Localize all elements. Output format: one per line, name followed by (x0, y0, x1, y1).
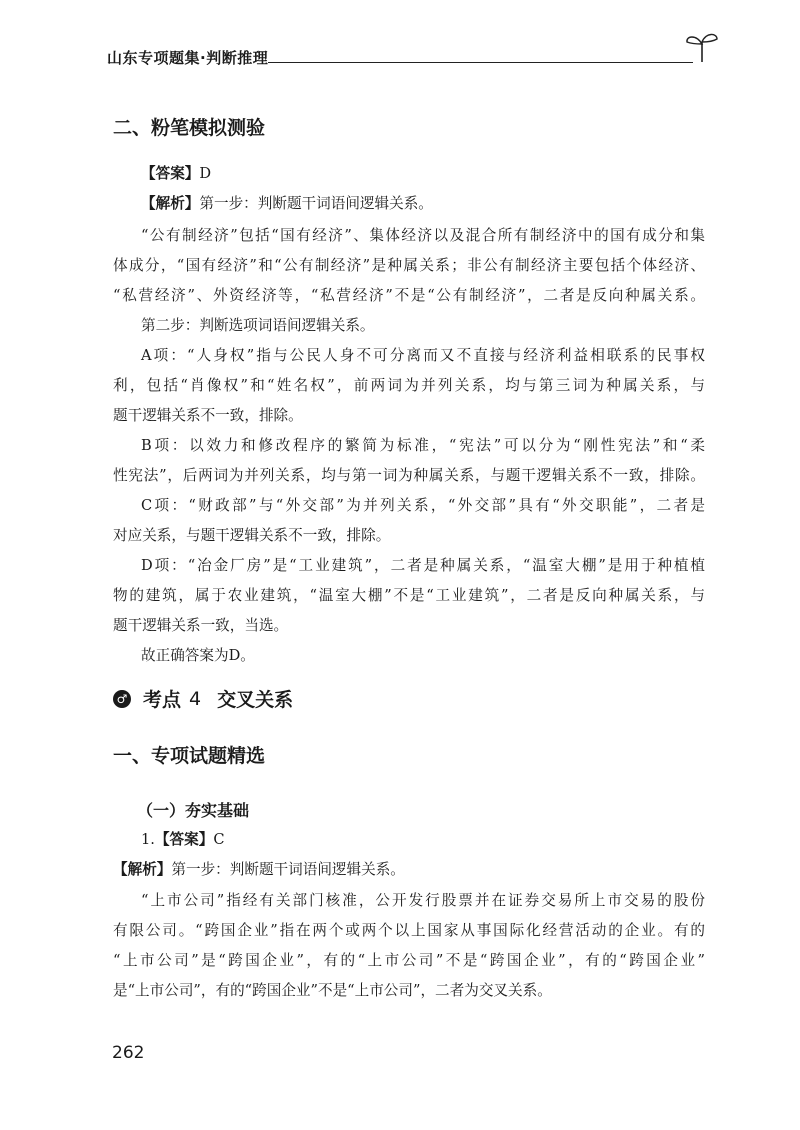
paragraph-line: “公有制经济”包括“国有经济”、集体经济以及混合所有制经济中的国有成分和集 (141, 227, 705, 244)
header-title: 山东专项题集·判断推理 (107, 49, 269, 67)
paragraph-line: 物的建筑，属于农业建筑，“温室大棚”不是“工业建筑”，二者是反向种属关系，与 (113, 587, 705, 604)
paragraph-line: 对应关系，与题干逻辑关系不一致，排除。 (113, 527, 391, 544)
paragraph-line: 第二步：判断选项词语间逻辑关系。 (141, 317, 375, 334)
kaodian-heading (113, 685, 293, 712)
paragraph-line: 故正确答案为D。 (141, 647, 255, 664)
paragraph-line: 体成分，“国有经济”和“公有制经济”是种属关系；非公有制经济主要包括个体经济、 (113, 257, 705, 274)
paragraph-line: A项：“人身权”指与公民人身不可分离而又不直接与经济利益相联系的民事权 (141, 347, 705, 364)
kaodian-icon: ♂ (113, 690, 131, 708)
paragraph-line: “上市公司”是“跨国企业”，有的“上市公司”不是“跨国企业”，有的“跨国企业” (113, 952, 705, 969)
answer-label: 【答案】 (154, 831, 214, 848)
section-title-mock-test: 二、粉笔模拟测验 (113, 117, 266, 139)
paragraph-line: 题干逻辑关系一致，当选。 (113, 617, 289, 634)
paragraph-line: 性宪法”，后两词为并列关系，均与第一词为种属关系，与题干逻辑关系不一致，排除。 (113, 467, 705, 484)
analysis-step: 第一步：判断题干词语间逻辑关系。 (199, 195, 433, 212)
paragraph-line: 利，包括“肖像权”和“姓名权”，前两词为并列关系，均与第三词为种属关系，与 (113, 377, 705, 394)
answer-line (141, 164, 705, 184)
paragraph-line: 是“上市公司”，有的“跨国企业”不是“上市公司”，二者为交叉关系。 (113, 982, 552, 999)
paragraph-line: “上市公司”指经有关部门核准，公开发行股票并在证券交易所上市交易的股份 (141, 892, 705, 909)
paragraph-line: “私营经济”、外资经济等，“私营经济”不是“公有制经济”，二者是反向种属关系。 (113, 287, 705, 304)
kaodian-number: 4 (189, 687, 202, 710)
analysis-label: 【解析】 (141, 195, 200, 212)
analysis-step: 第一步：判断题干词语间逻辑关系。 (171, 861, 405, 878)
answer-label: 【答案】 (141, 165, 200, 182)
kaodian-title: 交叉关系 (217, 689, 294, 711)
header-rule (268, 62, 693, 63)
section-title-selected-questions: 一、专项试题精选 (113, 745, 266, 767)
answer-value: C (213, 831, 225, 848)
question-number: 1. (141, 831, 155, 848)
paragraph-line: 有限公司。“跨国企业”指在两个或两个以上国家从事国际化经营活动的企业。有的 (113, 922, 705, 939)
analysis-label: 【解析】 (113, 861, 172, 878)
page-number: 262 (112, 1043, 145, 1063)
paragraph-line: 题干逻辑关系不一致，排除。 (113, 407, 303, 424)
answer-line (141, 830, 705, 850)
paragraph-line: D项：“冶金厂房”是“工业建筑”，二者是种属关系，“温室大棚”是用于种植植 (141, 557, 705, 574)
analysis-line (141, 194, 705, 214)
answer-value: D (199, 165, 212, 182)
analysis-line (113, 860, 705, 880)
sprout-icon (684, 30, 720, 64)
subsection-title: （一）夯实基础 (137, 801, 250, 820)
kaodian-label: 考点 (143, 689, 182, 711)
paragraph-line: B项：以效力和修改程序的繁简为标准，“宪法”可以分为“刚性宪法”和“柔 (141, 437, 705, 454)
paragraph-line: C项：“财政部”与“外交部”为并列关系，“外交部”具有“外交职能”，二者是 (141, 497, 705, 514)
